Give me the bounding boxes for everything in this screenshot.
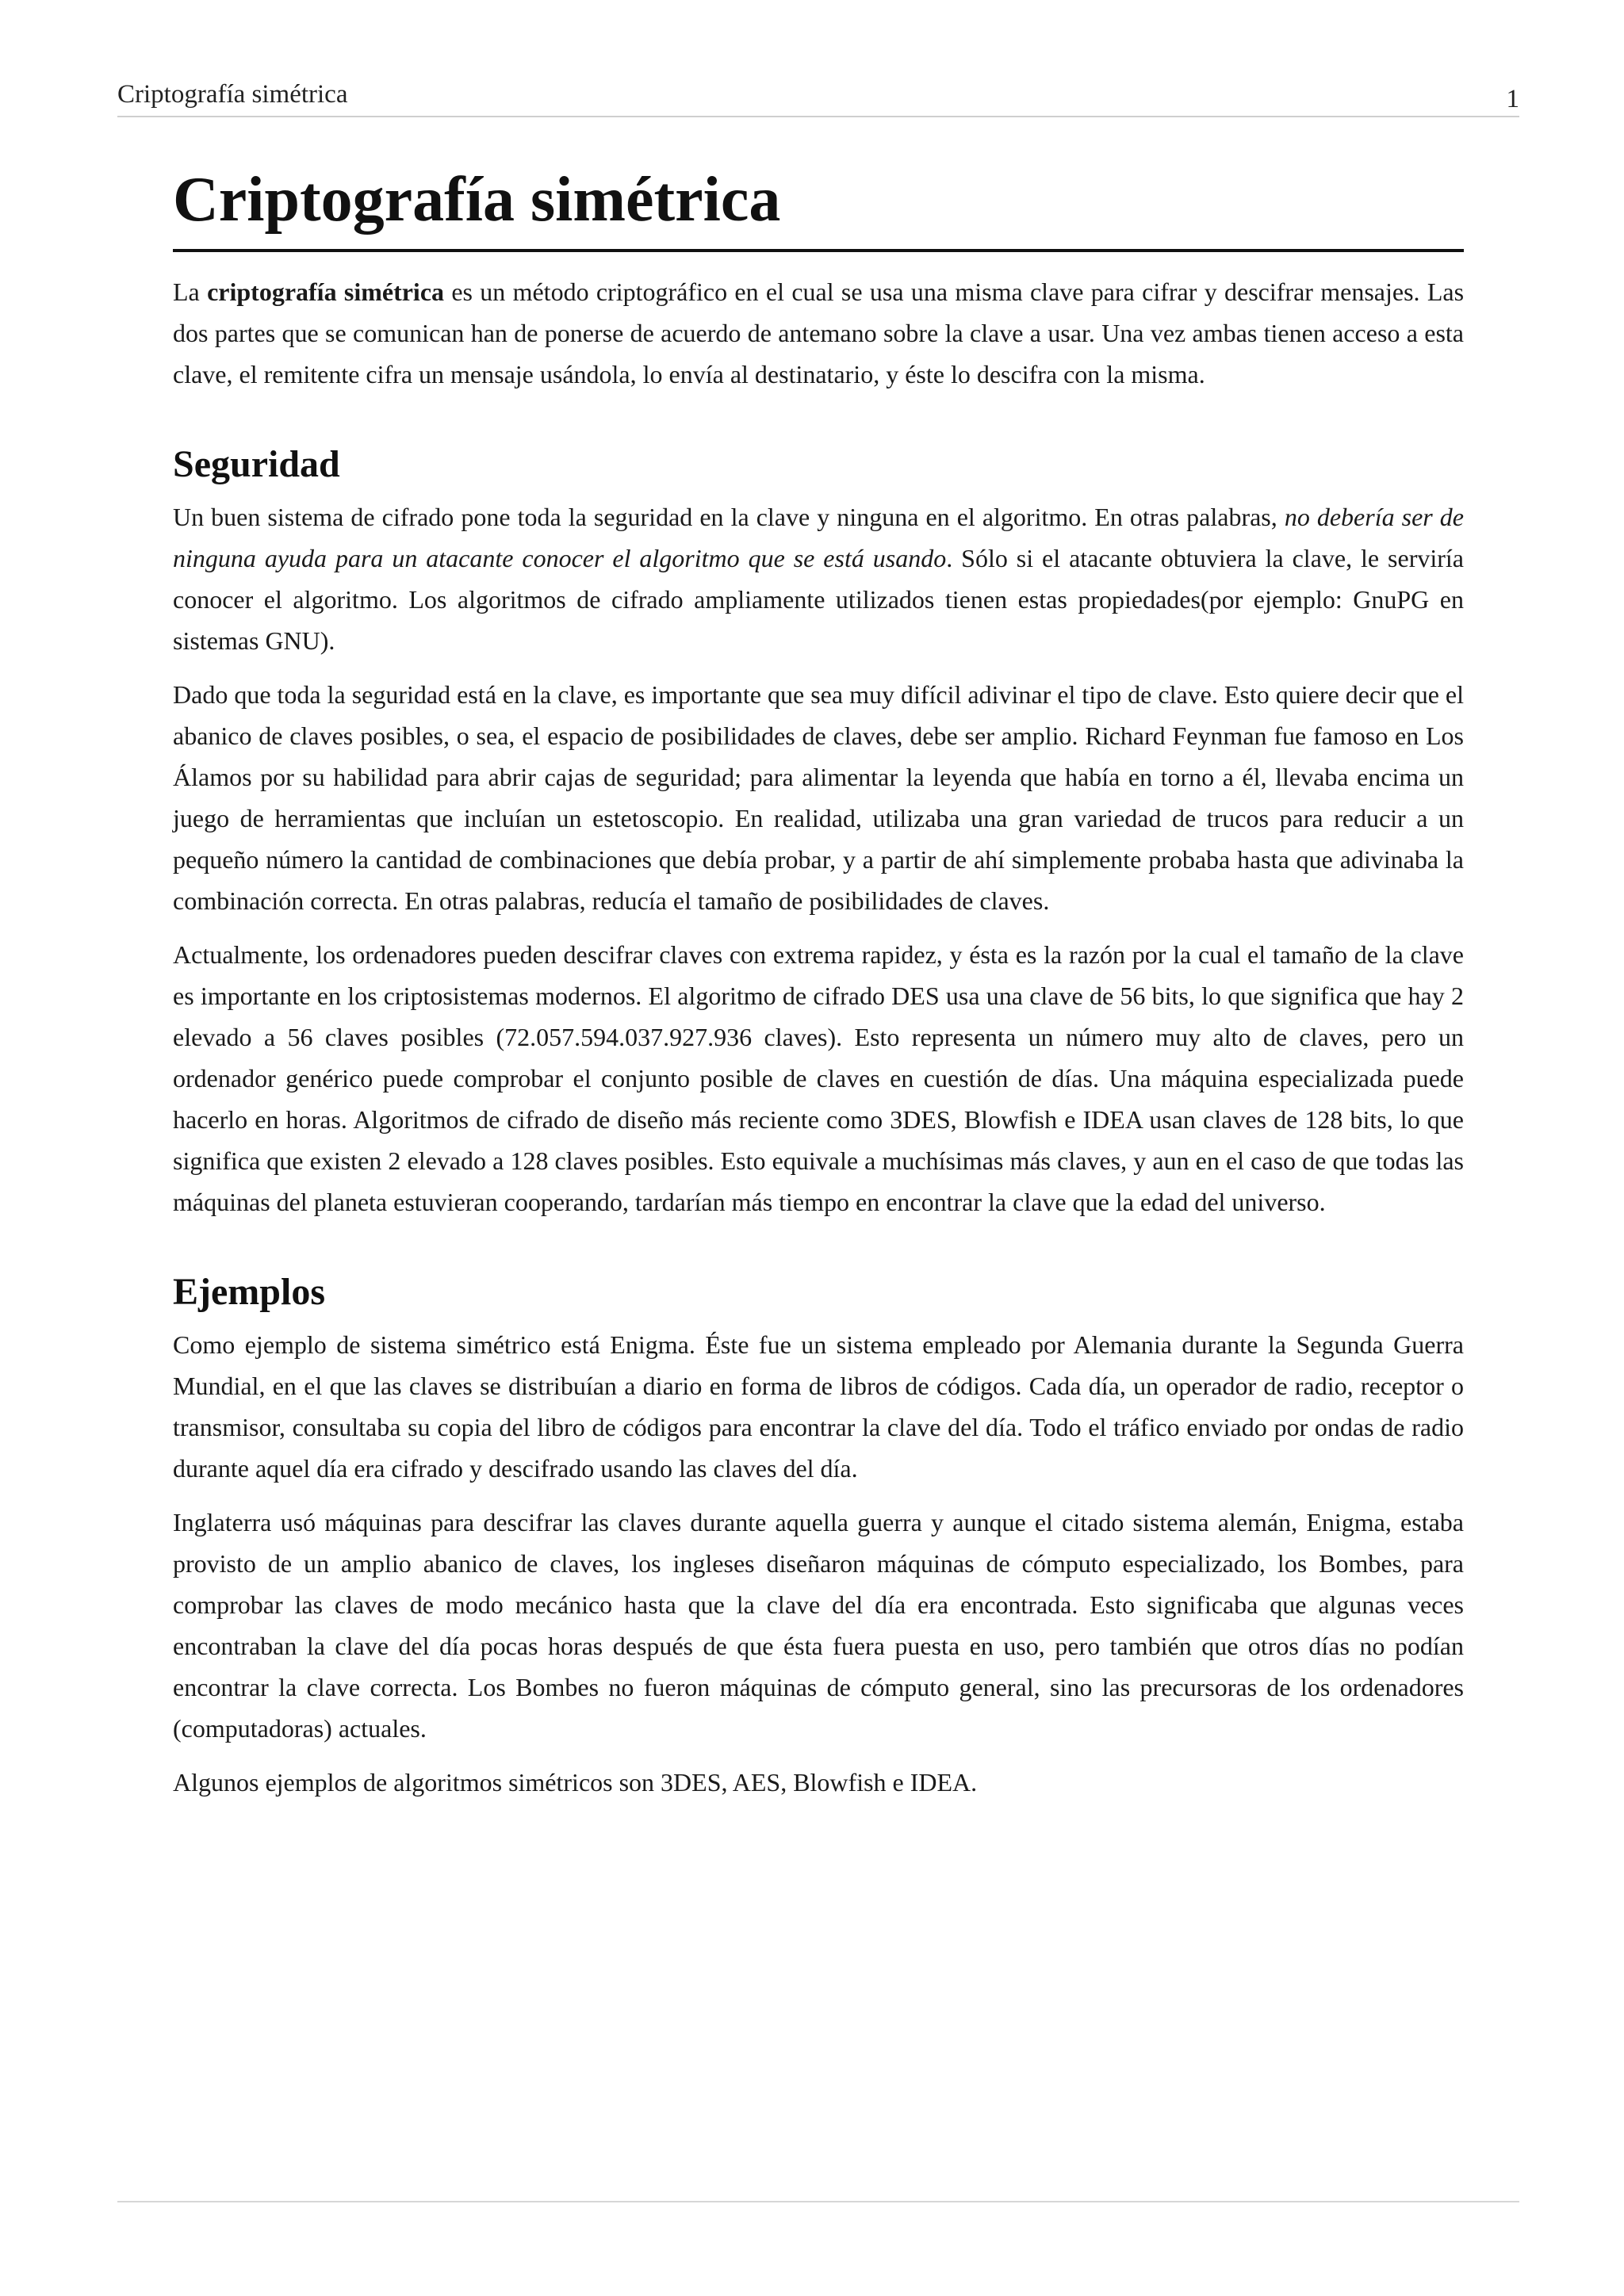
seguridad-p1-start: Un buen sistema de cifrado pone toda la seguridad en la clave y ninguna en el algoritmo. En otras palabras, [173,503,1285,531]
intro-lead: La [173,277,208,306]
seguridad-paragraph-3: Actualmente, los ordenadores pueden descifrar claves con extrema rapidez, y ésta es la razón por la cual el tamaño de la clave es importante en los criptosistemas modernos. El algoritmo de cifrado DES usa una clave de 56 bits, lo que significa que hay 2 elevado a 56 claves posibles (72.057.594.037.927.936 claves). Esto representa un número muy alto de claves, pero un ordenador genérico puede comprobar el conjunto posible de claves en cuestión de días. Una máquina especializada puede hacerlo en horas. Algoritmos de cifrado de diseño más reciente como 3DES, Blowfish e IDEA usan claves de 128 bits, lo que significa que existen 2 elevado a 128 claves posibles. Esto equivale a muchísimas más claves, y aun en el caso de que todas las máquinas del planeta estuvieran cooperando, tardarían más tiempo en encontrar la clave que la edad del universo. [173,940,1464,1216]
article-body [173,155,1464,1816]
running-header-title: Criptografía simétrica [117,80,348,109]
ejemplos-paragraph-1: Como ejemplo de sistema simétrico está Enigma. Éste fue un sistema empleado por Alemania durante la Segunda Guerra Mundial, en el que las claves se distribuían a diario en forma de libros de códigos. Cada día, un operador de radio, receptor o transmisor, consultaba su copia del libro de códigos para encontrar la clave del día. Todo el tráfico enviado por ondas de radio durante aquel día era cifrado y descifrado usando las claves del día. [173,1330,1464,1483]
intro-rest: es un método criptográfico en el cual se usa una misma clave para cifrar y descifrar mensajes. Las dos partes que se comunican han de ponerse de acuerdo de antemano sobre la clave a usar. Una vez ambas tienen acceso a esta clave, el remitente cifra un mensaje usándola, lo envía al destinatario, y éste lo descifra con la misma. [173,277,1465,388]
intro-paragraph [173,271,1464,395]
seguridad-paragraph-2: Dado que toda la seguridad está en la clave, es importante que sea muy difícil adivinar el tipo de clave. Esto quiere decir que el abanico de claves posibles, o sea, el espacio de posibilidades de claves, debe ser amplio. Richard Feynman fue famoso en Los Álamos por su habilidad para abrir cajas de seguridad; para alimentar la leyenda que había en torno a él, llevaba encima un juego de herramientas que incluían un estetoscopio. En realidad, utilizaba una gran variedad de trucos para reducir a un pequeño número la cantidad de combinaciones que debía probar, y a partir de ahí simplemente probaba hasta que adivinaba la combinación correcta. En otras palabras, reducía el tamaño de posibilidades de claves. [173,680,1464,915]
ejemplos-paragraph-3: Algunos ejemplos de algoritmos simétricos son 3DES, AES, Blowfish e IDEA. [173,1768,978,1797]
seguridad-p1-end: . Sólo si el atacante obtuviera la clave, le serviría conocer el algoritmo. Los algoritmos de cifrado ampliamente utilizados tienen estas propiedades(por ejemplo: GnuPG en sistemas GNU). [173,544,1465,655]
section-heading-ejemplos: Ejemplos [173,1271,325,1313]
running-header [117,78,1519,117]
section-heading-seguridad: Seguridad [173,443,340,485]
intro-bold-term: criptografía simétrica [207,277,445,306]
seguridad-p1-italic: no debería ser de ninguna ayuda para un atacante conocer el algoritmo que se está usando [173,503,1465,572]
page-title: Criptografía simétrica [173,155,1464,252]
ejemplos-paragraph-2: Inglaterra usó máquinas para descifrar las claves durante aquella guerra y aunque el citado sistema alemán, Enigma, estaba provisto de un amplio abanico de claves, los ingleses diseñaron máquinas de cómputo especializado, los Bombes, para comprobar las claves de modo mecánico hasta que la clave del día era encontrada. Esto significaba que algunas veces encontraban la clave del día pocas horas después de que ésta fuera puesta en uso, pero también que otros días no podían encontrar la clave correcta. Los Bombes no fueron máquinas de cómputo general, sino las precursoras de los ordenadores (computadoras) actuales. [173,1508,1464,1743]
page-number: 1 [1506,85,1519,113]
seguridad-paragraph-1 [173,496,1464,661]
footer-rule [117,2201,1519,2202]
